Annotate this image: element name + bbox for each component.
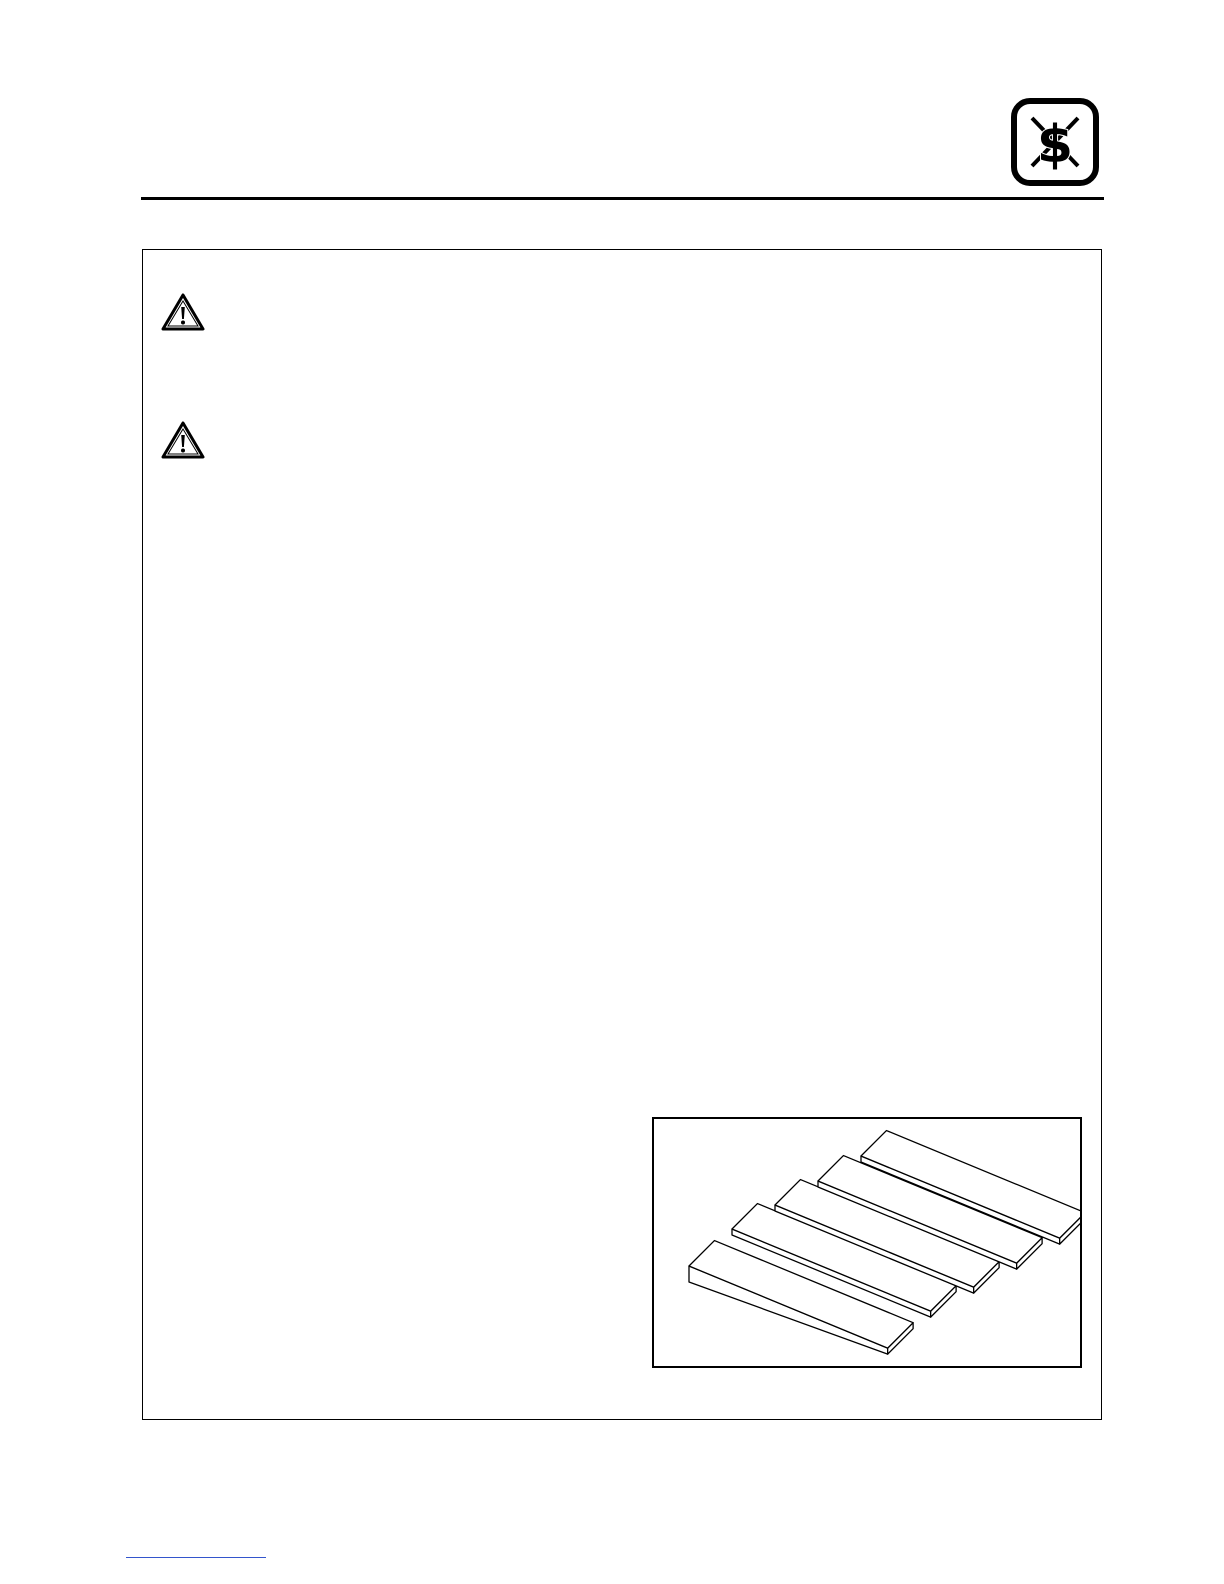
svg-text:$: $ [1036,115,1074,175]
ramp-boards-figure [652,1117,1082,1368]
warning-triangle-icon [160,292,206,332]
warning-triangle-icon [160,420,206,460]
no-dollar-sign-icon [1011,98,1099,186]
footer-link-underline [126,1557,266,1558]
ramp-boards-illustration [654,1119,1080,1366]
header-divider [141,197,1104,200]
